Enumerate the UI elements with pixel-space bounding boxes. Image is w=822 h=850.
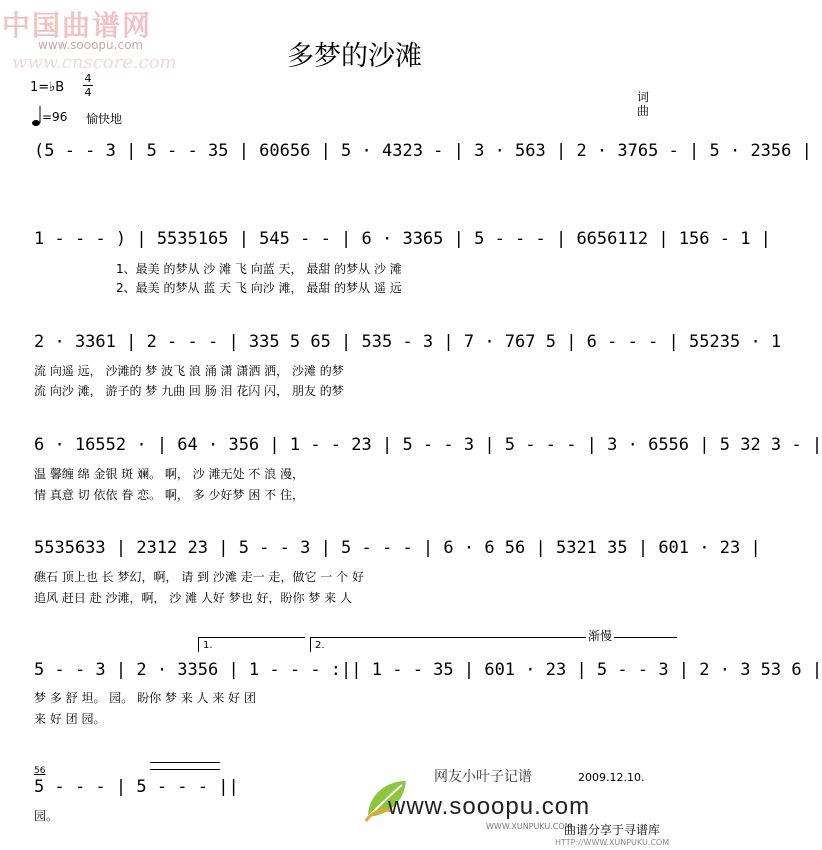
transcription-date: 2009.12.10. (578, 771, 645, 784)
watermark-url: www.sooopu.com (38, 38, 144, 52)
notation-row-1: (5 - - 3 | 5 - - 35 | 60656 | 5 · 4323 - | 3 · 563 | 2 · 3765 - | 5 · 2356 | (34, 141, 812, 161)
lyrics-row-6-verse-2: 来 好 团 园。 (34, 712, 106, 726)
watermark-site-name: 中国曲谱网 (2, 9, 153, 42)
transcriber-credit: 网友小叶子记谱 (434, 769, 532, 785)
volta-bracket-2 (310, 637, 677, 652)
lyrics-row-4-verse-2: 情 真意 切 依依 眷 恋。 啊， 多 少好梦 困 不 住， (34, 488, 304, 502)
notation-row-3: 2 · 3361 | 2 - - - | 335 5 65 | 535 - 3 | 7 · 767 5 | 6 - - - | 55235 · 1 (34, 332, 782, 352)
lyrics-row-5-verse-1: 礁石 顶上也 长 梦幻，啊， 请 到 沙滩 走一 走，做它 一 个 好 (34, 570, 364, 584)
page-title: 多梦的沙滩 (287, 41, 422, 72)
lyrics-row-2-verse-2: 2、最美 的梦从 蓝 天 飞 向沙 滩， 最甜 的梦从 遥 远 (116, 281, 402, 295)
watermark-url-2: www.cnscore.com (12, 52, 177, 73)
tempo-text: 愉快地 (86, 112, 123, 126)
time-signature-bottom: 4 (84, 86, 92, 99)
time-signature (83, 72, 93, 99)
slogan: 曲谱分享于寻谱库 (564, 823, 661, 837)
volta-bracket-1 (198, 637, 305, 652)
grace-notes: 56 (34, 766, 46, 776)
site-small-url: WWW.XUNPUKU.COM (486, 822, 572, 831)
notation-row-6: 5 - - 3 | 2 · 3356 | 1 - - - :|| 1 - - 35 | 601 · 23 | 5 - - 3 | 2 · 3 53 6 | (34, 660, 822, 680)
footer-url: HTTP://WWW.XUNPUKU.COM (555, 838, 670, 847)
quarter-note-icon (32, 104, 42, 132)
lyrics-row-2-verse-1: 1、最美 的梦从 沙 滩 飞 向蓝 天， 最甜 的梦从 沙 滩 (116, 262, 402, 276)
lyricist-credit: 词 (637, 90, 650, 104)
key-signature: 1=♭B (30, 80, 65, 95)
lyrics-row-7: 园。 (34, 809, 59, 823)
volta-1-label: 1. (203, 640, 213, 651)
lyrics-row-4-verse-1: 温 馨缠 绵 金银 斑 斓。 啊， 沙 滩无处 不 浪 漫， (34, 467, 304, 481)
composer-credit: 曲 (637, 104, 650, 118)
time-signature-top: 4 (84, 72, 92, 85)
lyrics-row-3-verse-1: 流 向遥 远， 沙滩的 梦 波飞 浪 涌 潇 潇洒 洒， 沙滩 的梦 (34, 364, 344, 378)
notation-row-7: 5 - - - | 5 - - - || (34, 777, 239, 797)
notation-row-2: 1 - - - ) | 5535165 | 545 - - | 6 · 3365 | 5 - - - | 6656112 | 156 - 1 | (34, 229, 771, 249)
ritardando-marking: 渐慢 (588, 629, 613, 643)
lyrics-row-3-verse-2: 流 向沙 滩， 游子的 梦 九曲 回 肠 泪 花闪 闪， 朋友 的梦 (34, 384, 344, 398)
notation-row-5: 5535633 | 2312 23 | 5 - - 3 | 5 - - - | 6 · 6 56 | 5321 35 | 601 · 23 | (34, 538, 761, 558)
site-logo-text[interactable]: www.sooopu.com (388, 793, 591, 820)
lyrics-row-5-verse-2: 追风 赶日 赴 沙滩，啊， 沙 滩 人好 梦也 好，盼你 梦 来 人 (34, 591, 352, 605)
tempo-value: =96 (42, 110, 68, 124)
notation-row-4: 6 · 16552 · | 64 · 356 | 1 - - 23 | 5 - - 3 | 5 - - - | 3 · 6556 | 5 32 3 - | (34, 435, 822, 455)
lyrics-row-6-verse-1: 梦 多 舒 坦。 园。 盼你 梦 来 人 来 好 团 (34, 691, 256, 705)
volta-2-label: 2. (315, 640, 325, 651)
decrescendo-marking (150, 762, 220, 770)
